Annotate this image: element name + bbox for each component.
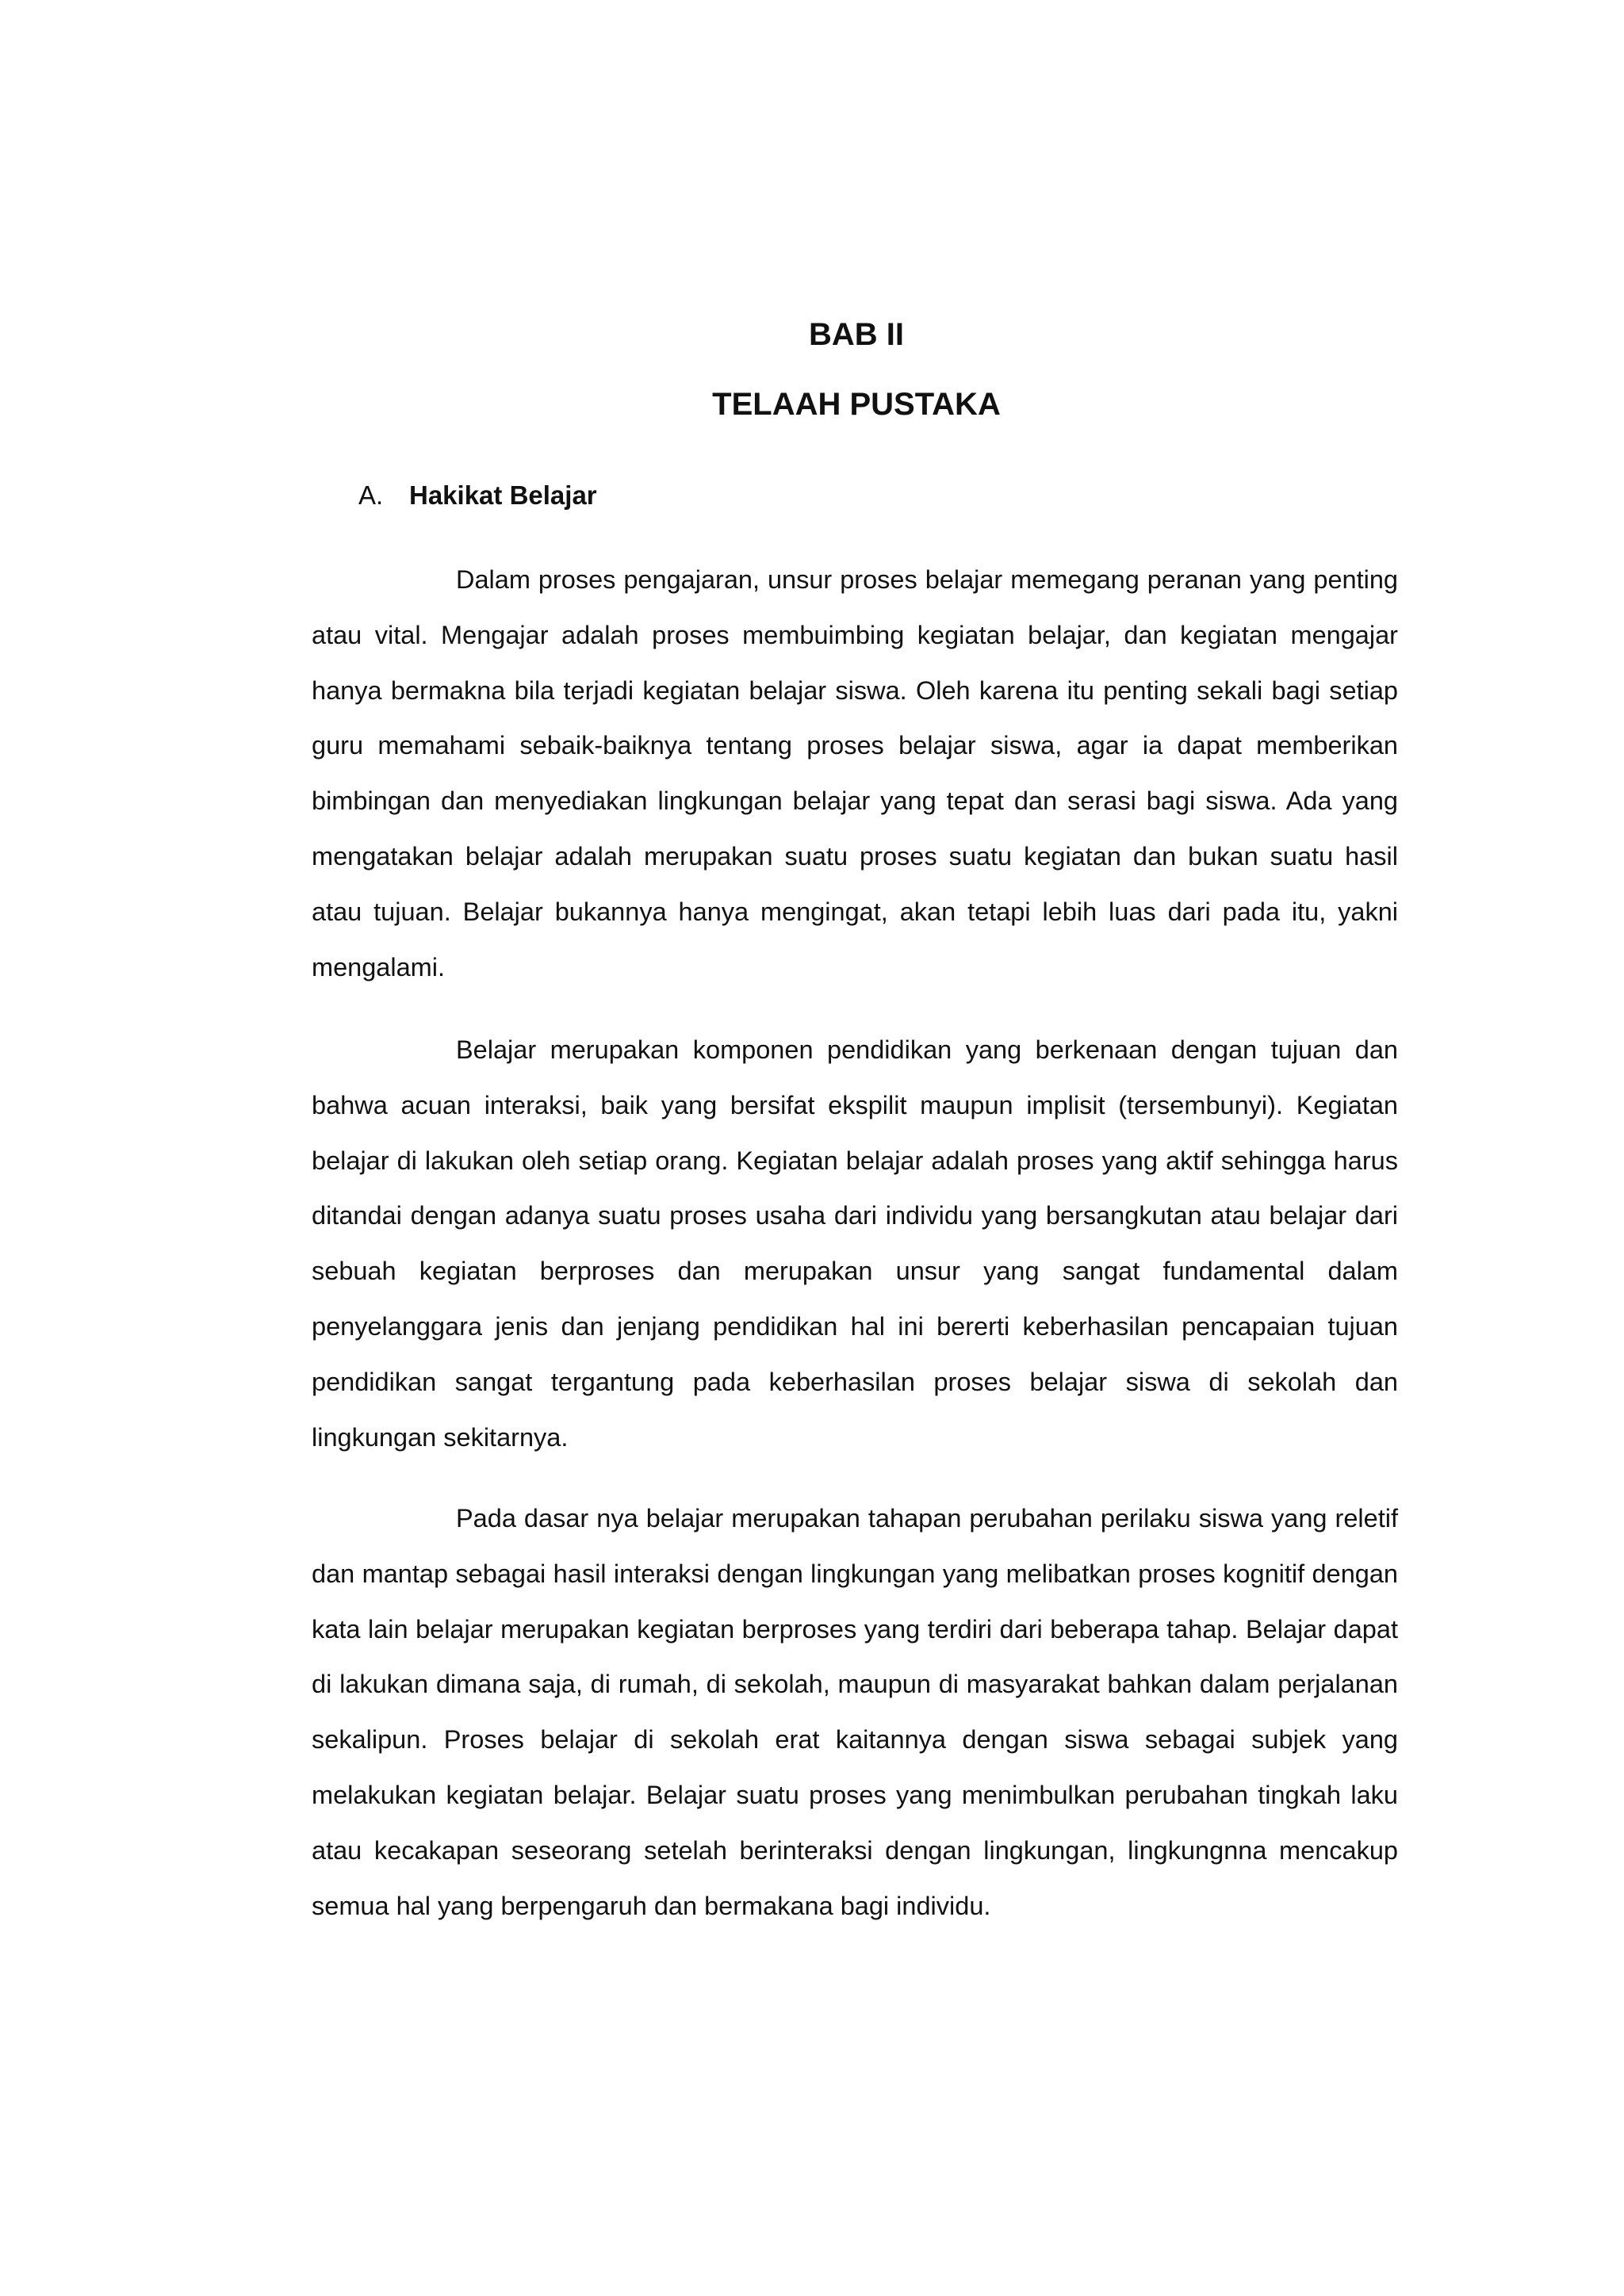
chapter-title: TELAAH PUSTAKA — [712, 387, 1001, 422]
chapter-number: BAB II — [809, 317, 904, 352]
body-paragraph: Belajar merupakan komponen pendidikan yang berkenaan dengan tujuan dan bahwa acuan interaksi, baik yang bersifat ekspilit maupun implisit (tersembunyi). Kegiatan belajar di lakukan oleh setiap orang. Kegiatan belajar adalah proses yang aktif sehingga harus ditandai dengan adanya suatu proses usaha dari individu yang bersangkutan atau belajar dari sebuah kegiatan berproses dan merupakan unsur yang sangat fundamental dalam penyelanggara jenis dan jenjang pendidikan hal ini bererti keberhasilan pencapaian tujuan pendidikan sangat tergantung pada keberhasilan proses belajar siswa di sekolah dan lingkungan sekitarnya. — [312, 1035, 1398, 1452]
section-heading — [358, 476, 597, 515]
section-title: Hakikat Belajar — [409, 480, 597, 510]
body-paragraph: Pada dasar nya belajar merupakan tahapan perubahan perilaku siswa yang reletif dan mantap sebagai hasil interaksi dengan lingkungan yang melibatkan proses kognitif dengan kata lain belajar merupakan kegiatan berproses yang terdiri dari beberapa tahap. Belajar dapat di lakukan dimana saja, di rumah, di sekolah, maupun di masyarakat bahkan dalam perjalanan sekalipun. Proses belajar di sekolah erat kaitannya dengan siswa sebagai subjek yang melakukan kegiatan belajar. Belajar suatu proses yang menimbulkan perubahan tingkah laku atau kecakapan seseorang setelah berinteraksi dengan lingkungan, lingkungnna mencakup semua hal yang berpengaruh dan bermakana bagi individu. — [312, 1504, 1398, 1920]
body-paragraph-block — [312, 1023, 1398, 1465]
body-paragraph: Dalam proses pengajaran, unsur proses belajar memegang peranan yang penting atau vital. Mengajar adalah proses membuimbing kegiatan belajar, dan kegiatan mengajar hanya bermakna bila terjadi kegiatan belajar siswa. Oleh karena itu penting sekali bagi setiap guru memahami sebaik-baiknya tentang proses belajar siswa, agar ia dapat memberikan bimbingan dan menyediakan lingkungan belajar yang tepat dan serasi bagi siswa. Ada yang mengatakan belajar adalah merupakan suatu proses suatu kegiatan dan bukan suatu hasil atau tujuan. Belajar bukannya hanya mengingat, akan tetapi lebih luas dari pada itu, yakni mengalami. — [312, 565, 1398, 982]
section-number: A. — [358, 480, 384, 510]
body-paragraph-block — [312, 553, 1398, 995]
body-paragraph-block — [312, 1491, 1398, 1934]
